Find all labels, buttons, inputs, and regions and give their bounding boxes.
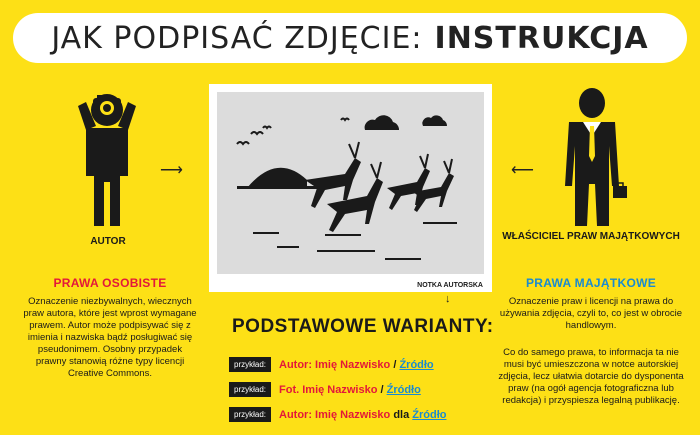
photo-frame <box>209 84 492 292</box>
reindeer-illustration <box>217 92 484 274</box>
personal-rights-text: Oznaczenie niezbywalnych, wiecznych praw autora, które jest wprost wymagane prawem. Autor może podpisywać się z imienia i nazwiska bądź posługiwać się pseudonimem. Osobny przypadek prawny stanowią różne typy licencji Creative Commons. <box>23 296 197 379</box>
variant-separator: dla <box>390 408 413 421</box>
variant-source: Źródło <box>386 383 421 396</box>
variant-separator: / <box>377 383 387 396</box>
variant-row <box>229 382 421 397</box>
property-rights-text: Oznaczenie praw i licencji na prawa do używania zdjęcia, czyli to, co jest w obrocie handlowym. <box>499 296 683 331</box>
photo-caption: NOTKA AUTORSKA <box>417 282 483 289</box>
example-tag: przykład: <box>229 357 271 372</box>
owner-label: WŁAŚCICIEL PRAW MAJĄTKOWYCH <box>502 231 680 242</box>
variant-source: Źródło <box>399 358 434 371</box>
property-rights-heading: PRAWA MAJĄTKOWE <box>525 276 657 290</box>
example-tag: przykład: <box>229 382 271 397</box>
photographer-icon <box>72 86 142 231</box>
variant-row <box>229 407 447 422</box>
title-light: JAK PODPISAĆ ZDJĘCIE: <box>51 20 423 56</box>
photo-image <box>217 92 484 274</box>
example-tag: przykład: <box>229 407 271 422</box>
variant-author: Autor: Imię Nazwisko <box>279 358 391 371</box>
variant-row <box>229 357 434 372</box>
businessman-icon <box>557 86 627 231</box>
variant-author: Fot. Imię Nazwisko <box>279 383 378 396</box>
variants-title: PODSTAWOWE WARIANTY: <box>232 316 494 337</box>
variant-author: Autor: Imię Nazwisko <box>279 408 391 421</box>
author-label: AUTOR <box>90 236 126 247</box>
property-rights-note: Co do samego prawa, to informacja ta nie musi być umieszczona w notce autorskiej zdjęcia, lecz ułatwia dotarcie do dysponenta praw (na ogół agencja fotograficzna lub redakcja) i przyspiesza legalną publikację. <box>498 347 684 406</box>
title-bar <box>13 13 687 63</box>
title-bold: INSTRUKCJA <box>434 20 649 56</box>
variant-separator: / <box>390 358 400 371</box>
arrow-down-icon: ↓ <box>445 293 451 305</box>
arrow-right-icon: ⟶ <box>160 162 183 179</box>
arrow-left-icon: ⟵ <box>511 162 534 179</box>
variant-source: Źródło <box>412 408 447 421</box>
personal-rights-heading: PRAWA OSOBISTE <box>53 276 167 290</box>
